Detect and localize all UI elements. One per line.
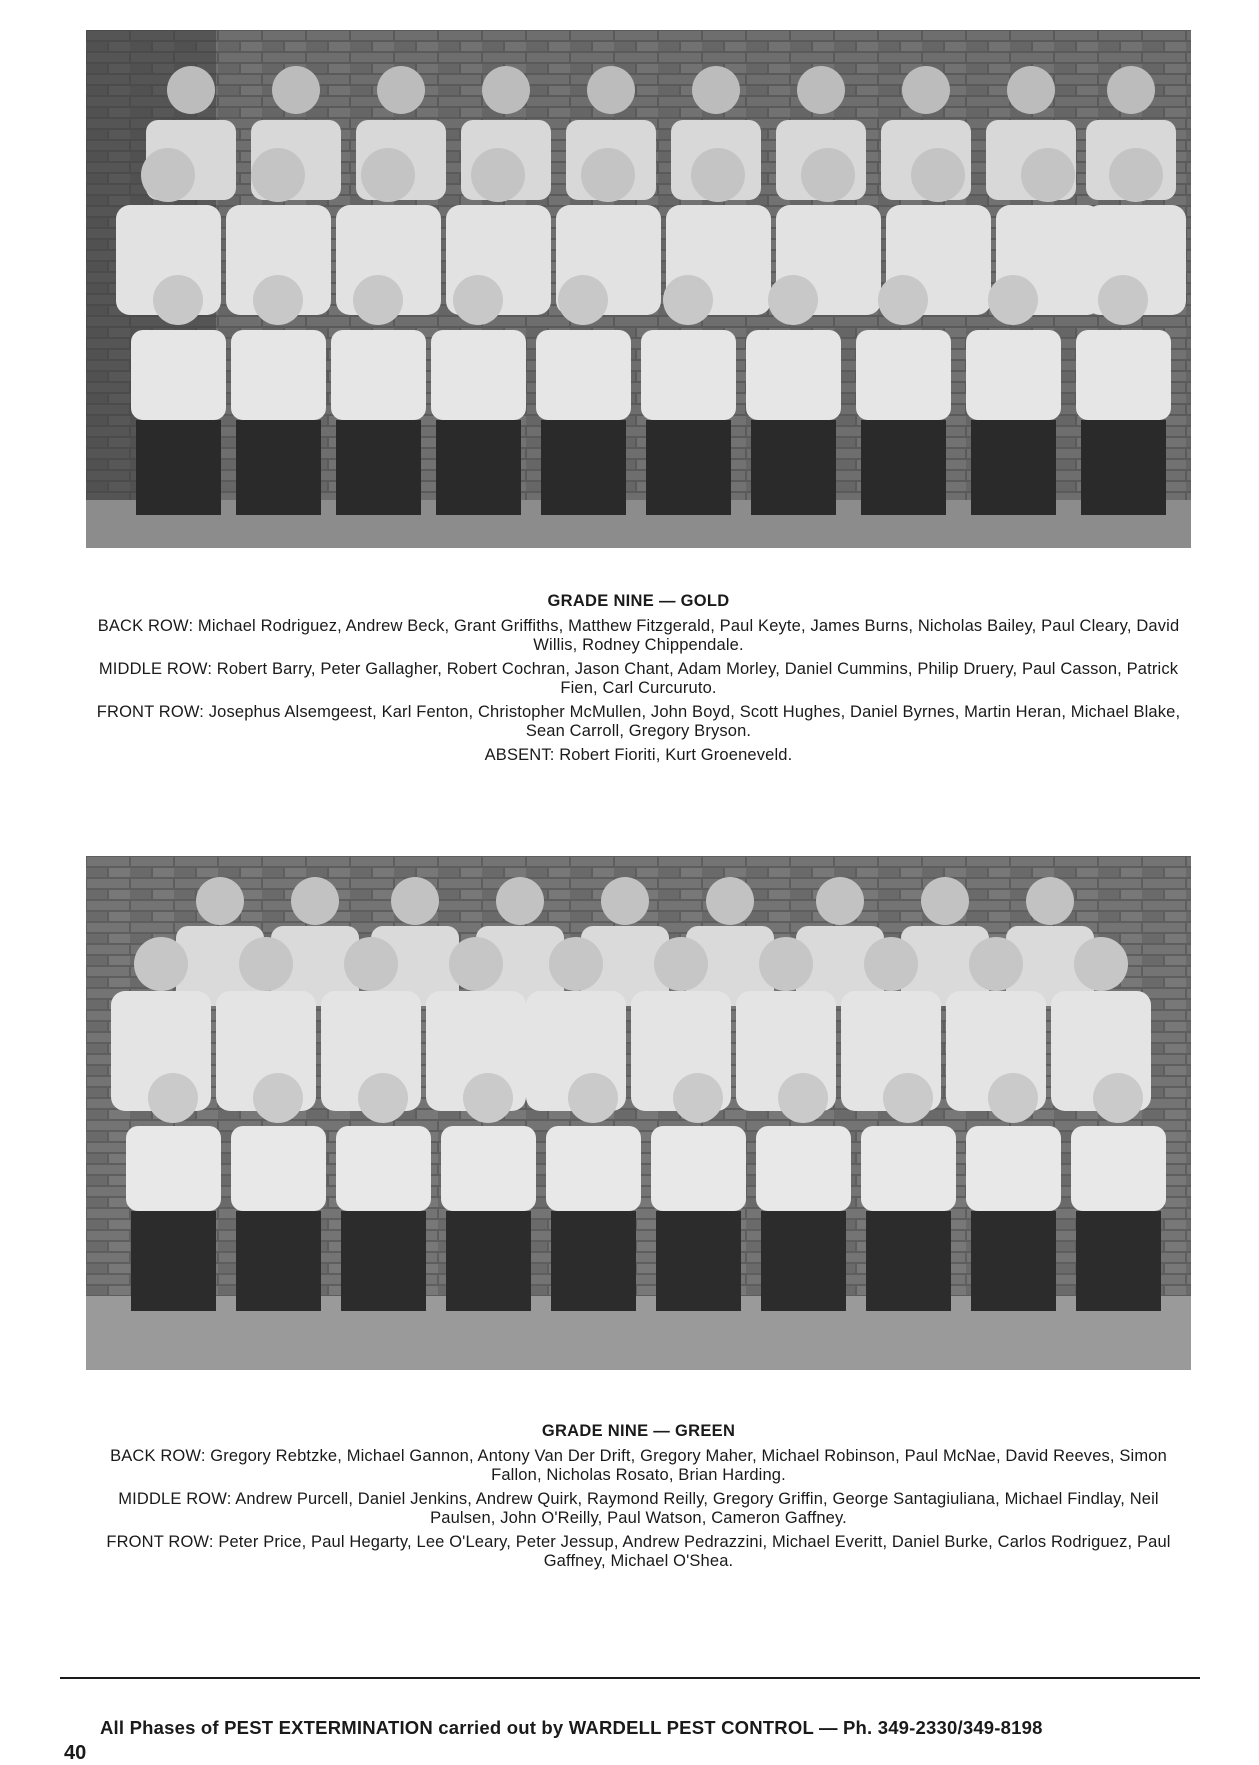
footer-divider (60, 1677, 1200, 1679)
caption-gold (86, 592, 1191, 770)
caption-green-middle-row: MIDDLE ROW: Andrew Purcell, Daniel Jenkins, Andrew Quirk, Raymond Reilly, Gregory Griffin, George Santagiuliana, Michael Findlay, Neil Paulsen, John O'Reilly, Paul Watson, Cameron Gaffney. (118, 1490, 1159, 1527)
page-number: 40 (64, 1742, 87, 1764)
class-photo-green (86, 856, 1191, 1370)
footer-advertisement: All Phases of PEST EXTERMINATION carried out by WARDELL PEST CONTROL — Ph. 349-2330/349-8198 (100, 1717, 1043, 1738)
caption-gold-middle-row: MIDDLE ROW: Robert Barry, Peter Gallagher, Robert Cochran, Jason Chant, Adam Morley, Daniel Cummins, Philip Druery, Paul Casson, Patrick Fien, Carl Curcuruto. (98, 660, 1179, 697)
caption-green (86, 1422, 1191, 1576)
caption-green-heading: GRADE NINE — GREEN (541, 1422, 736, 1440)
caption-green-back-row: BACK ROW: Gregory Rebtzke, Michael Gannon, Antony Van Der Drift, Gregory Maher, Michael Robinson, Paul McNae, David Reeves, Simon Fallon, Nicholas Rosato, Brian Harding. (110, 1447, 1167, 1484)
caption-gold-heading: GRADE NINE — GOLD (547, 592, 730, 610)
class-photo-gold (86, 30, 1191, 548)
caption-green-front-row: FRONT ROW: Peter Price, Paul Hegarty, Lee O'Leary, Peter Jessup, Andrew Pedrazzini, Michael Everitt, Daniel Burke, Carlos Rodriguez, Paul Gaffney, Michael O'Shea. (106, 1533, 1171, 1570)
caption-gold-absent: ABSENT: Robert Fioriti, Kurt Groeneveld. (484, 746, 793, 764)
caption-gold-front-row: FRONT ROW: Josephus Alsemgeest, Karl Fenton, Christopher McMullen, John Boyd, Scott Hughes, Daniel Byrnes, Martin Heran, Michael Blake, Sean Carroll, Gregory Bryson. (96, 703, 1181, 740)
class-photo-gold-image (86, 30, 1191, 548)
caption-gold-back-row: BACK ROW: Michael Rodriguez, Andrew Beck, Grant Griffiths, Matthew Fitzgerald, Paul Keyte, James Burns, Nicholas Bailey, Paul Cleary, David Willis, Rodney Chippendale. (97, 617, 1180, 654)
class-photo-green-image (86, 856, 1191, 1370)
